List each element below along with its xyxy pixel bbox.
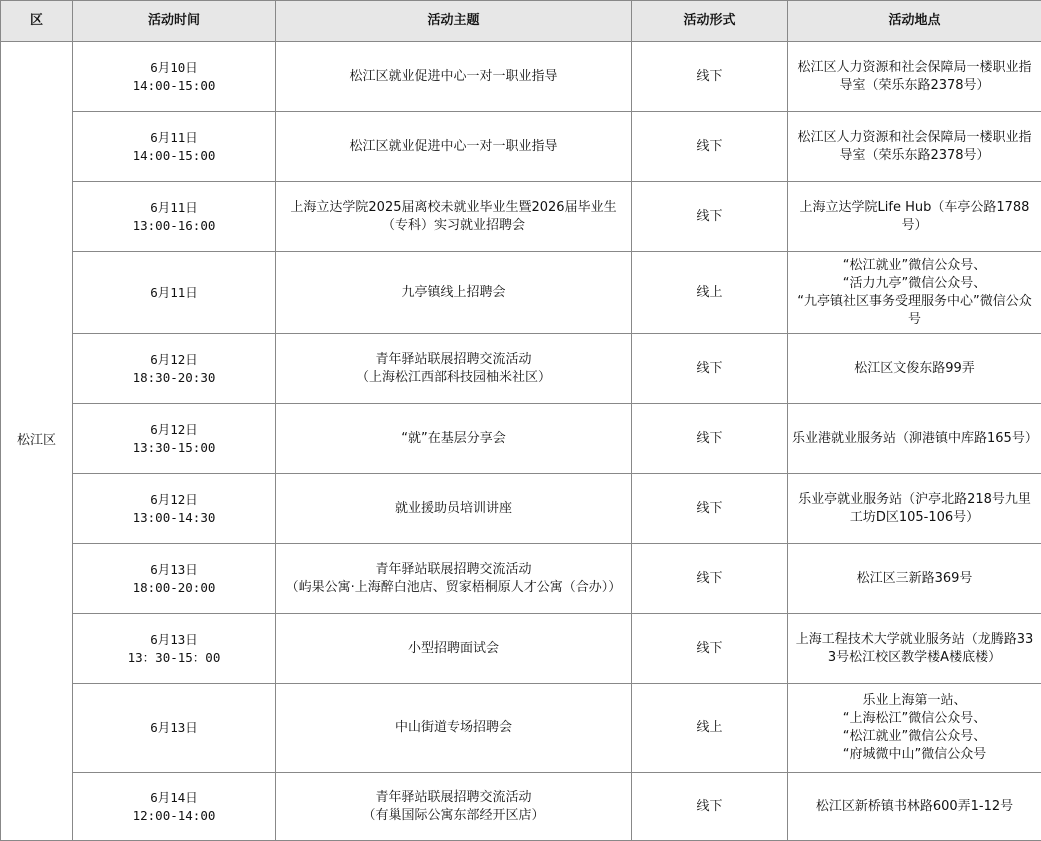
time-cell: 6月13日 18:00-20:00 <box>73 544 276 614</box>
format-cell: 线下 <box>632 112 788 182</box>
location-cell: 松江区人力资源和社会保障局一楼职业指导室（荣乐东路2378号） <box>788 42 1041 112</box>
table-row <box>1 112 1041 182</box>
format-cell: 线下 <box>632 614 788 684</box>
format-cell: 线下 <box>632 42 788 112</box>
time-cell: 6月12日 13:30-15:00 <box>73 404 276 474</box>
topic-cell: 小型招聘面试会 <box>276 614 632 684</box>
topic-cell: 松江区就业促进中心一对一职业指导 <box>276 112 632 182</box>
table-row <box>1 684 1041 773</box>
location-cell: 上海立达学院Life Hub（车亭公路1788号） <box>788 182 1041 252</box>
topic-cell: 中山街道专场招聘会 <box>276 684 632 773</box>
location-cell: “松江就业”微信公众号、 “活力九亭”微信公众号、 “九亭镇社区事务受理服务中心”微信公众号 <box>788 252 1041 334</box>
format-cell: 线上 <box>632 684 788 773</box>
table-row <box>1 544 1041 614</box>
location-cell: 上海工程技术大学就业服务站（龙腾路333号松江校区教学楼A楼底楼） <box>788 614 1041 684</box>
time-cell: 6月13日 <box>73 684 276 773</box>
time-cell: 6月11日 14:00-15:00 <box>73 112 276 182</box>
location-cell: 松江区文俊东路99弄 <box>788 334 1041 404</box>
header-format: 活动形式 <box>632 1 788 42</box>
time-cell: 6月12日 13:00-14:30 <box>73 474 276 544</box>
table-row <box>1 182 1041 252</box>
format-cell: 线上 <box>632 252 788 334</box>
topic-cell: “就”在基层分享会 <box>276 404 632 474</box>
location-cell: 乐业亭就业服务站（沪亭北路218号九里工坊D区105-106号） <box>788 474 1041 544</box>
time-cell: 6月14日 12:00-14:00 <box>73 773 276 841</box>
topic-cell: 松江区就业促进中心一对一职业指导 <box>276 42 632 112</box>
time-cell: 6月11日 <box>73 252 276 334</box>
header-row <box>1 1 1041 42</box>
time-cell: 6月12日 18:30-20:30 <box>73 334 276 404</box>
table-row <box>1 404 1041 474</box>
location-cell: 松江区新桥镇书林路600弄1-12号 <box>788 773 1041 841</box>
time-cell: 6月11日 13:00-16:00 <box>73 182 276 252</box>
time-cell: 6月13日 13：30-15：00 <box>73 614 276 684</box>
time-cell: 6月10日 14:00-15:00 <box>73 42 276 112</box>
format-cell: 线下 <box>632 334 788 404</box>
format-cell: 线下 <box>632 404 788 474</box>
location-cell: 乐业上海第一站、 “上海松江”微信公众号、 “松江就业”微信公众号、 “府城微中山”微信公众号 <box>788 684 1041 773</box>
table-row <box>1 614 1041 684</box>
topic-cell: 青年驿站联展招聘交流活动 （上海松江西部科技园柚米社区） <box>276 334 632 404</box>
topic-cell: 青年驿站联展招聘交流活动 （有巢国际公寓东部经开区店） <box>276 773 632 841</box>
topic-cell: 上海立达学院2025届离校未就业毕业生暨2026届毕业生（专科）实习就业招聘会 <box>276 182 632 252</box>
table-row <box>1 252 1041 334</box>
table-row <box>1 474 1041 544</box>
format-cell: 线下 <box>632 474 788 544</box>
table-row <box>1 773 1041 841</box>
header-district: 区 <box>1 1 73 42</box>
table-row <box>1 42 1041 112</box>
header-location: 活动地点 <box>788 1 1041 42</box>
location-cell: 松江区三新路369号 <box>788 544 1041 614</box>
format-cell: 线下 <box>632 182 788 252</box>
topic-cell: 青年驿站联展招聘交流活动 （屿果公寓·上海醉白池店、贸家梧桐原人才公寓（合办）） <box>276 544 632 614</box>
format-cell: 线下 <box>632 773 788 841</box>
location-cell: 乐业港就业服务站（泖港镇中库路165号） <box>788 404 1041 474</box>
header-time: 活动时间 <box>73 1 276 42</box>
district-cell: 松江区 <box>1 42 73 841</box>
table-row <box>1 334 1041 404</box>
topic-cell: 就业援助员培训讲座 <box>276 474 632 544</box>
header-topic: 活动主题 <box>276 1 632 42</box>
topic-cell: 九亭镇线上招聘会 <box>276 252 632 334</box>
location-cell: 松江区人力资源和社会保障局一楼职业指导室（荣乐东路2378号） <box>788 112 1041 182</box>
format-cell: 线下 <box>632 544 788 614</box>
